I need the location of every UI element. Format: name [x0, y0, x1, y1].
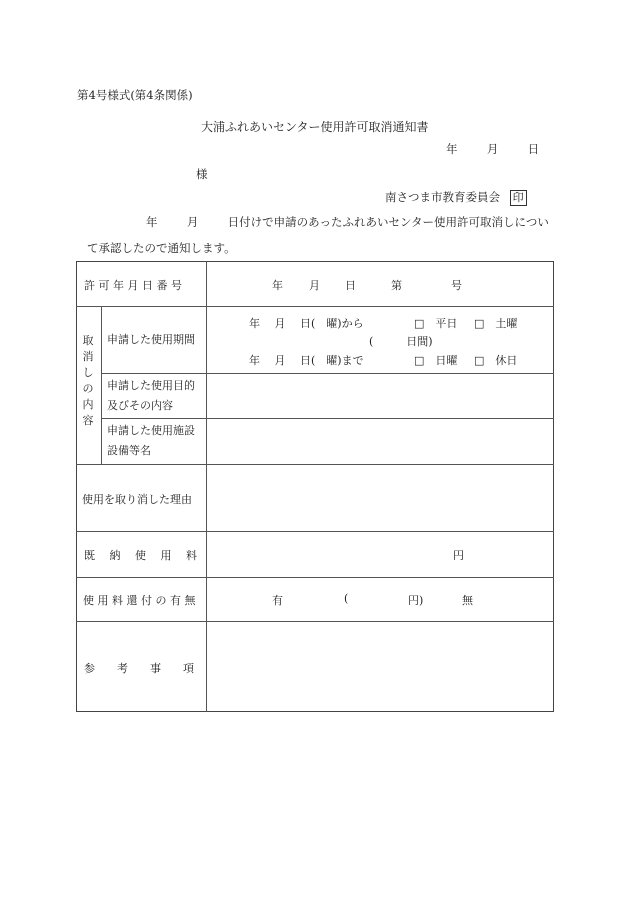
facility-line-1: 申請した使用施設 — [107, 424, 195, 437]
refund-label: 使 用 料 還 付 の 有 無 — [83, 594, 196, 607]
form-number-label: 第4号様式(第4条関係) — [77, 88, 193, 102]
body-text-line-1 — [146, 214, 549, 230]
purpose-line-2: 及びその内容 — [107, 399, 173, 412]
permit-day: 日 — [345, 279, 356, 292]
usage-purpose-label — [107, 376, 195, 416]
row-divider — [76, 306, 554, 307]
row-divider — [76, 621, 554, 622]
cancel-char: 消 — [82, 350, 94, 363]
body-year: 年 — [146, 215, 158, 229]
row-divider — [76, 531, 554, 532]
purpose-line-1: 申請した使用目的 — [107, 379, 195, 392]
cancel-char: し — [82, 366, 94, 379]
holiday-checkbox[interactable]: □ 休日 — [474, 354, 518, 367]
issuer-line — [385, 189, 527, 206]
cancel-char: 容 — [82, 414, 94, 427]
row-divider — [101, 373, 554, 374]
seal-mark: 印 — [510, 190, 527, 206]
notes-label: 参 考 事 項 — [84, 662, 194, 675]
permit-year: 年 — [272, 279, 283, 292]
period-days: ( 日間) — [369, 335, 433, 348]
row-divider — [76, 464, 554, 465]
facility-line-2: 設備等名 — [107, 444, 151, 457]
permit-date-number-label: 許 可 年 月 日 番 号 — [84, 279, 182, 292]
period-to: 年 月 日( 曜)まで — [249, 354, 364, 367]
weekday-checkbox[interactable]: □ 平日 — [414, 317, 458, 330]
refund-yen: 円) — [408, 594, 424, 607]
paid-fee-label: 既 納 使 用 料 — [84, 549, 197, 562]
cancellation-reason-label: 使用を取り消した理由 — [82, 493, 192, 506]
usage-period-label: 申請した使用期間 — [107, 333, 195, 346]
permit-dai: 第 — [391, 279, 402, 292]
period-from: 年 月 日( 曜)から — [249, 317, 364, 330]
issue-date — [446, 141, 539, 157]
saturday-checkbox[interactable]: □ 土曜 — [474, 317, 518, 330]
paid-fee-unit: 円 — [453, 549, 464, 562]
addressee-suffix: 様 — [196, 167, 208, 181]
cancel-char: の — [82, 382, 94, 395]
cancel-char: 内 — [82, 398, 94, 411]
refund-no: 無 — [462, 594, 473, 607]
facility-label — [107, 421, 195, 461]
sunday-checkbox[interactable]: □ 日曜 — [414, 354, 458, 367]
date-day: 日 — [527, 142, 540, 156]
column-divider — [206, 261, 207, 712]
row-divider — [76, 577, 554, 578]
body-month: 月 — [186, 215, 199, 229]
cancellation-content-label — [80, 333, 96, 429]
column-divider — [101, 306, 102, 464]
row-divider — [101, 418, 554, 419]
cancel-char: 取 — [82, 334, 94, 347]
permit-month: 月 — [309, 279, 320, 292]
body-text-line-2: て承認したので通知します。 — [87, 241, 236, 255]
body-rest: 日付けで申請のあったふれあいセンター使用許可取消しについ — [227, 215, 549, 229]
issuer-name: 南さつま市教育委員会 — [385, 190, 500, 204]
permit-go: 号 — [451, 279, 462, 292]
refund-yes: 有 — [272, 594, 283, 607]
refund-paren-open: ( — [344, 592, 349, 605]
document-title: 大浦ふれあいセンター使用許可取消通知書 — [201, 120, 429, 134]
date-year: 年 — [446, 142, 458, 156]
date-month: 月 — [486, 142, 499, 156]
